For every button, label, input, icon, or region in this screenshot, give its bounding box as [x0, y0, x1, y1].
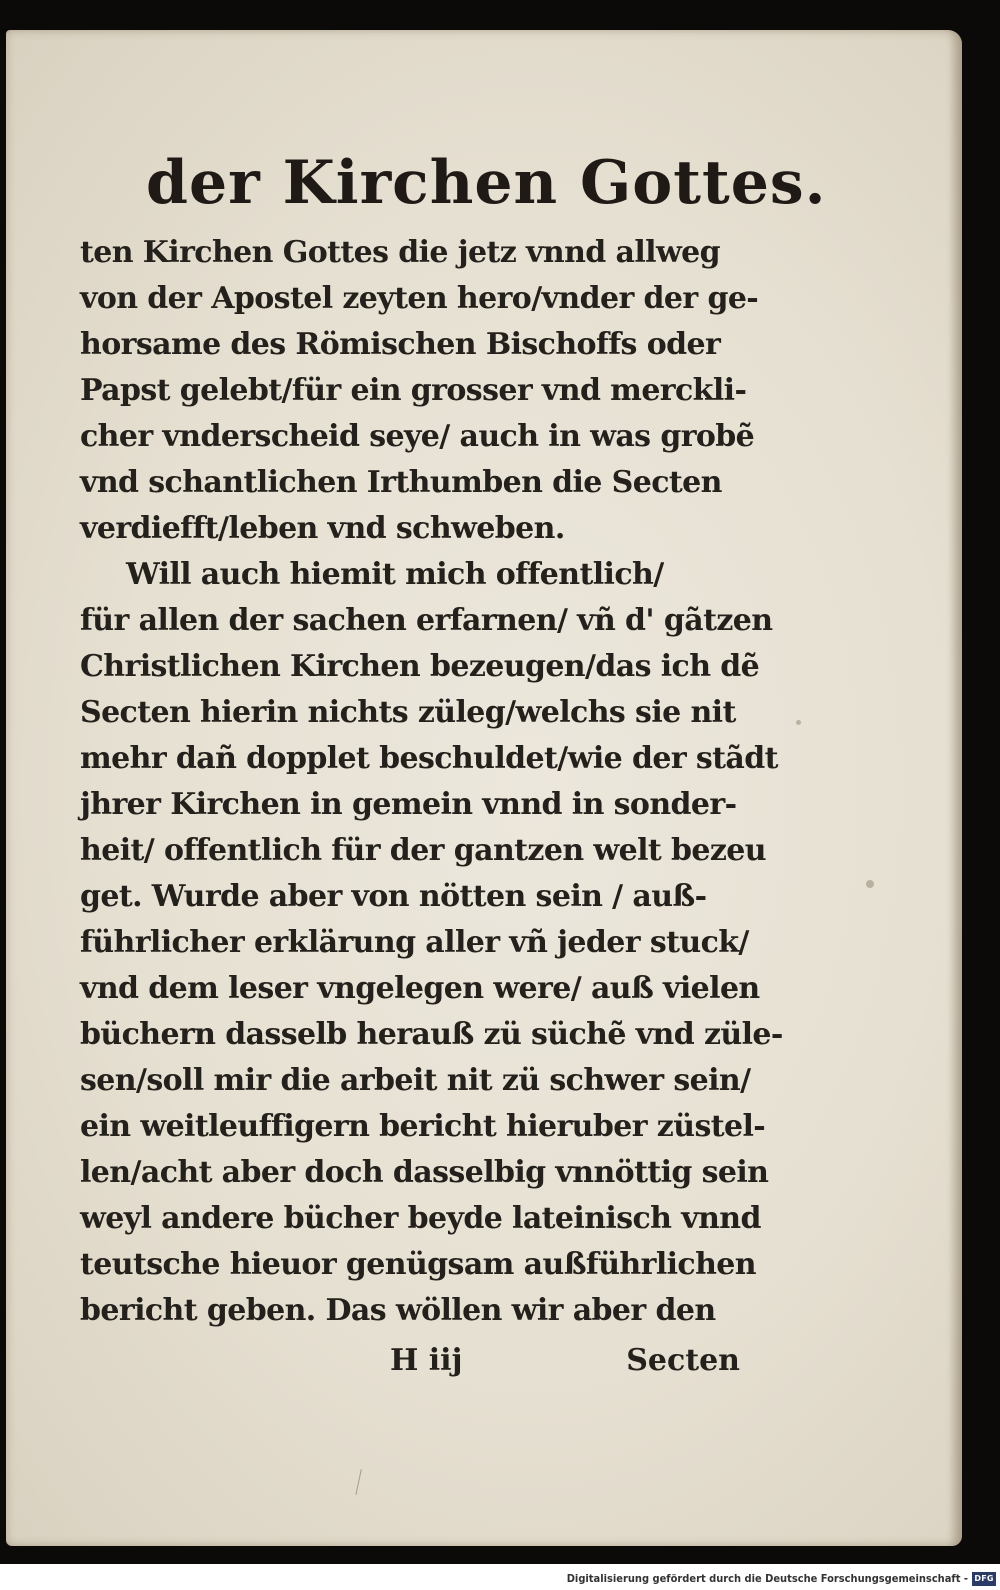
credit-bar — [0, 1564, 1000, 1590]
ink-spot — [796, 720, 801, 725]
text-line: sen/soll mir die arbeit nit zü schwer sein/ — [80, 1063, 751, 1098]
text-line: vnd schantlichen Irthumben die Secten — [80, 465, 722, 500]
signature-mark: H iij — [390, 1343, 463, 1378]
text-line: für allen der sachen erfarnen/ vñ d' gãtzen — [80, 603, 773, 638]
text-line: bericht geben. Das wöllen wir aber den — [80, 1293, 716, 1328]
text-line: Christlichen Kirchen bezeugen/das ich dẽ — [80, 649, 760, 684]
text-line: ein weitleuffigern bericht hieruber züstel- — [80, 1109, 766, 1144]
text-line: cher vnderscheid seye/ auch in was grobẽ — [80, 419, 755, 454]
text-line: len/acht aber doch dasselbig vnnöttig sein — [80, 1155, 769, 1190]
body-text — [80, 230, 783, 1334]
text-line: get. Wurde aber von nötten sein / auß- — [80, 879, 707, 914]
book-page — [6, 30, 962, 1546]
pencil-mark — [355, 1469, 371, 1497]
signature-line — [80, 1338, 740, 1384]
ink-spot — [866, 880, 874, 888]
text-line: Secten hierin nichts züleg/welchs sie nit — [80, 695, 736, 730]
text-line: von der Apostel zeyten hero/vnder der ge- — [80, 281, 759, 316]
text-line: weyl andere bücher beyde lateinisch vnnd — [80, 1201, 761, 1236]
text-line: Papst gelebt/für ein grosser vnd merckli- — [80, 373, 747, 408]
funding-credit: Digitalisierung gefördert durch die Deutsche Forschungsgemeinschaft - — [566, 1572, 968, 1585]
text-line: heit/ offentlich für der gantzen welt bezeu — [80, 833, 766, 868]
text-line: vnd dem leser vngelegen were/ auß vielen — [80, 971, 760, 1006]
dfg-logo: DFG — [972, 1572, 996, 1586]
text-line: ten Kirchen Gottes die jetz vnnd allweg — [80, 235, 721, 270]
text-line: mehr dañ dopplet beschuldet/wie der stãdt — [80, 741, 778, 776]
text-line: horsame des Römischen Bischoffs oder — [80, 327, 721, 362]
text-line: büchern dasselb herauß zü süchẽ vnd züle- — [80, 1017, 783, 1052]
catchword: Secten — [626, 1343, 740, 1378]
text-line: führlicher erklärung aller vñ jeder stuck/ — [80, 925, 749, 960]
text-line: verdiefft/leben vnd schweben. — [80, 511, 565, 546]
text-line: jhrer Kirchen in gemein vnnd in sonder- — [80, 787, 737, 822]
paragraph-start-line: Will auch hiemit mich offentlich/ — [126, 557, 664, 592]
page-edge-shadow — [948, 30, 962, 1546]
running-head: der Kirchen Gottes. — [146, 148, 827, 218]
text-line: teutsche hieuor genügsam außführlichen — [80, 1247, 757, 1282]
